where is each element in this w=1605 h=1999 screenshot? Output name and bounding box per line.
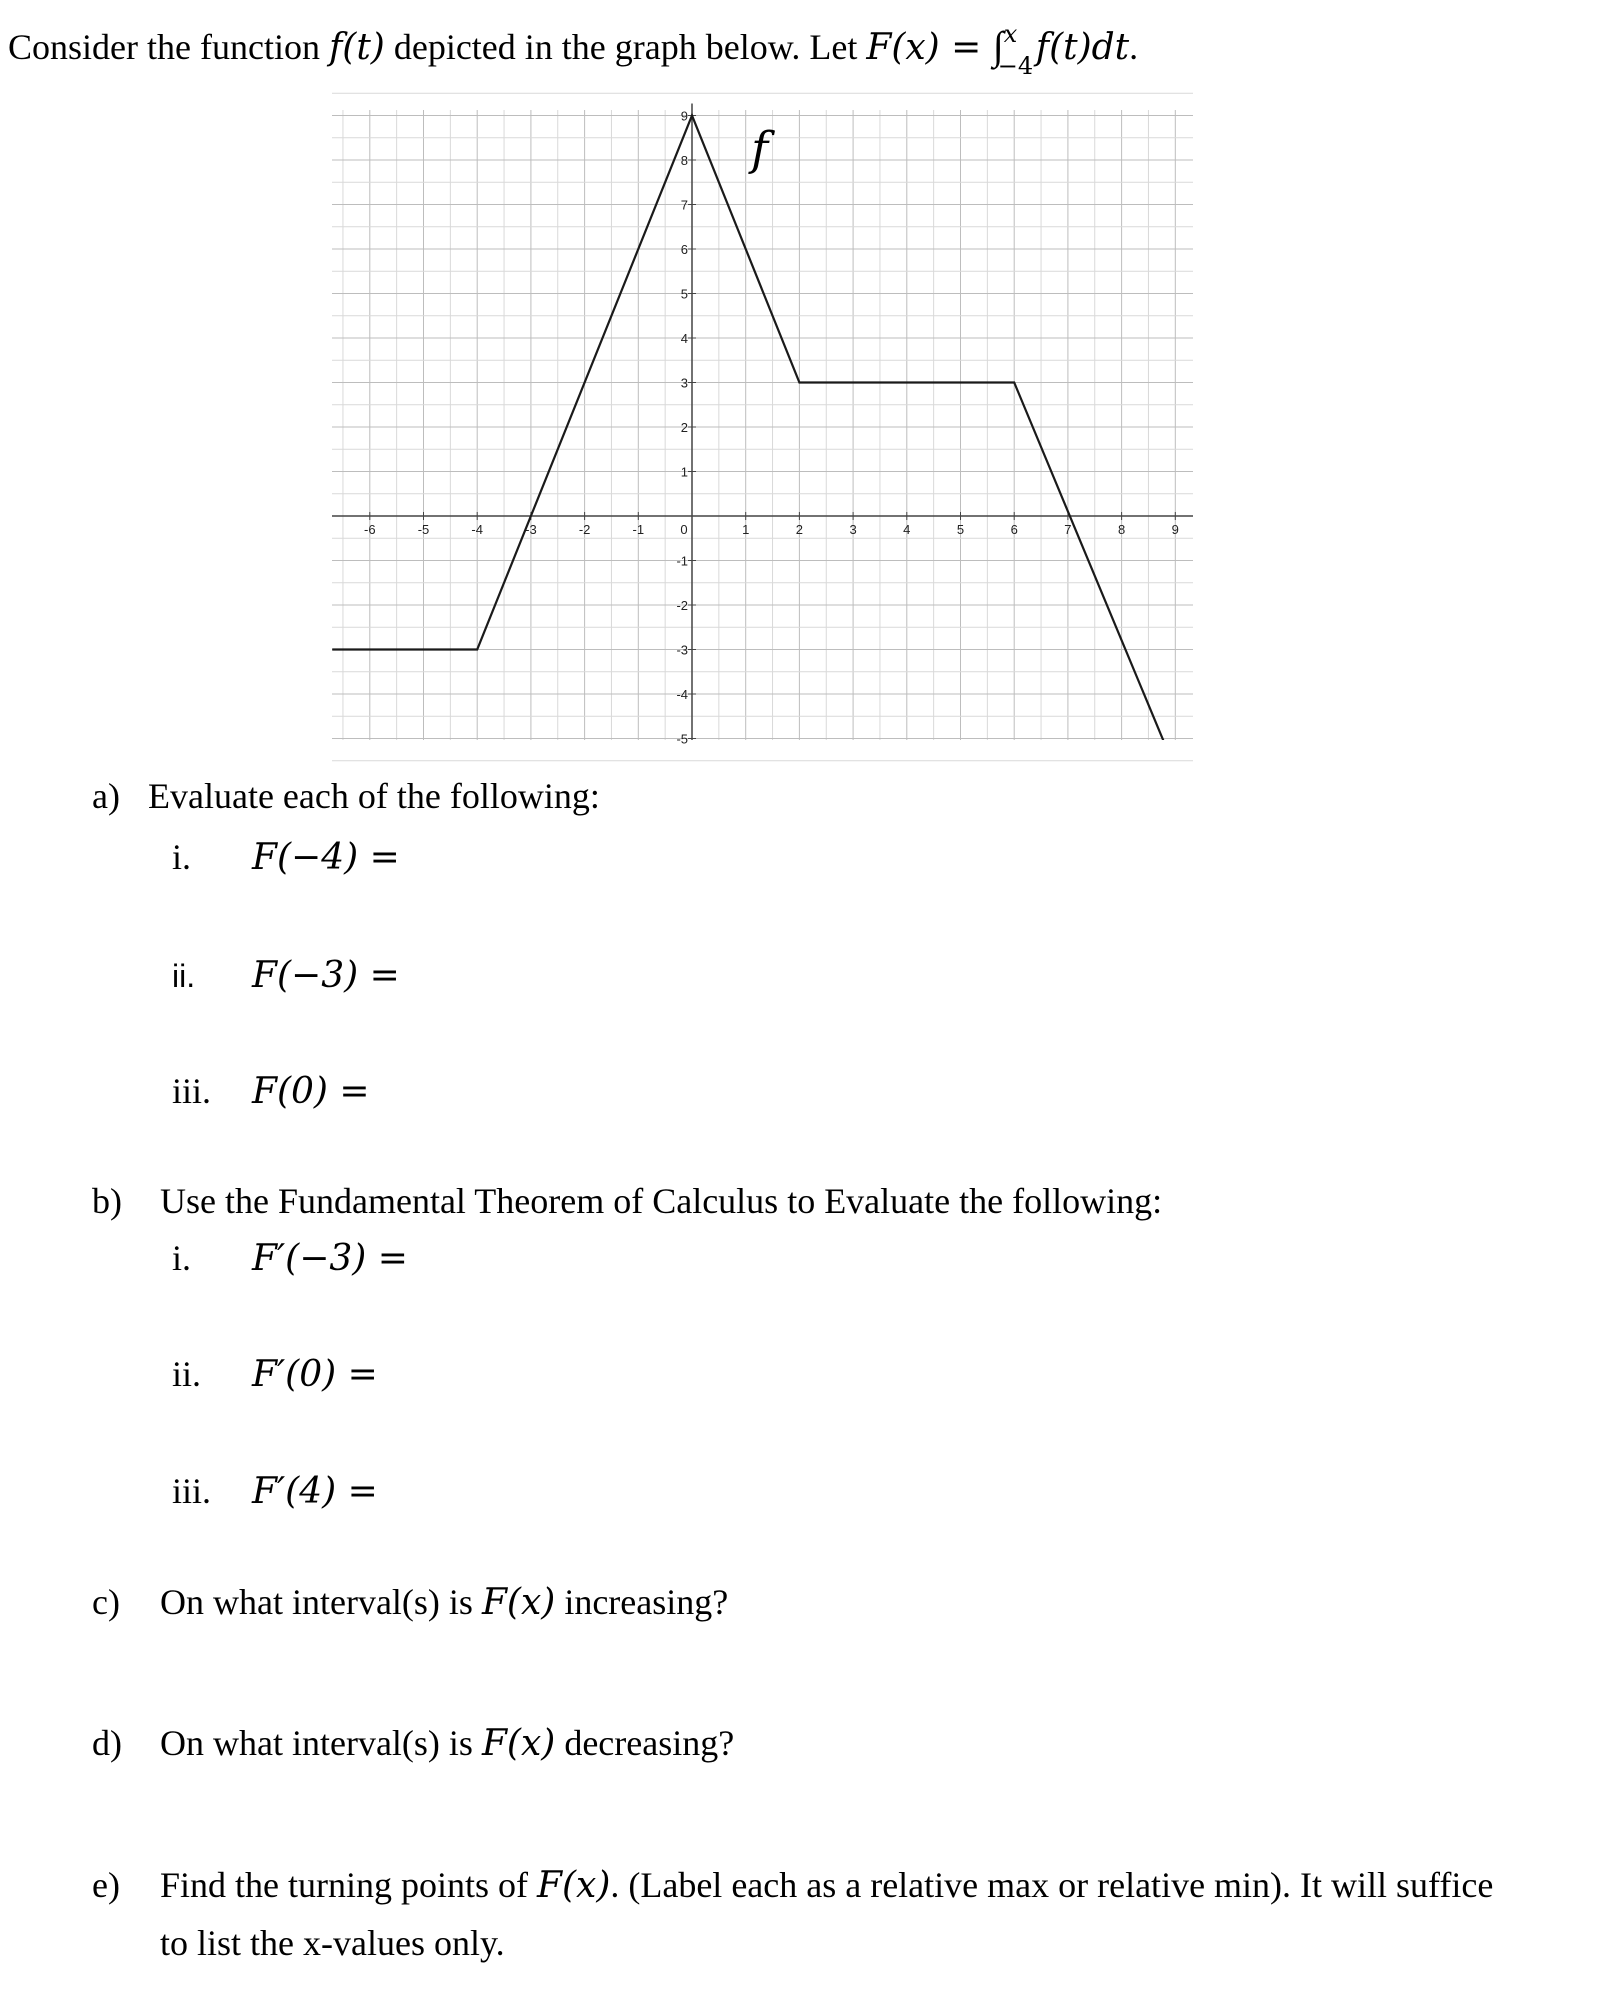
x-tick-label: -2	[578, 522, 591, 537]
part-a-heading	[92, 775, 600, 818]
problem-header	[8, 20, 1139, 80]
header-text-mid: depicted in the graph below. Let	[384, 27, 867, 67]
x-tick-label: 3	[849, 522, 857, 537]
item-expression: F(0) =	[252, 1071, 370, 1112]
y-tick-label: 8	[680, 153, 688, 168]
part-d-heading	[92, 1722, 734, 1765]
item-number: iii.	[172, 1471, 212, 1511]
x-tick-label: 2	[795, 522, 804, 537]
part-c-heading	[92, 1581, 728, 1624]
y-tick-label: 3	[680, 375, 688, 391]
part-b-letter: b)	[92, 1181, 122, 1221]
item-expression: F′(4) =	[252, 1471, 378, 1512]
part-e-line2-text: to list the x-values only.	[160, 1923, 505, 1963]
integral-symbol: ∫	[992, 23, 1004, 68]
item-number: i.	[172, 837, 192, 877]
header-F-of-x: F(x)	[866, 27, 940, 68]
x-tick-label: -5	[417, 522, 430, 537]
part-e-line-2	[160, 1922, 505, 1965]
part-a-letter: a)	[92, 776, 120, 816]
y-tick-label: -2	[676, 598, 688, 613]
x-tick-label: -6	[364, 522, 376, 537]
y-tick-label: -3	[676, 642, 688, 658]
header-integrand: f(t)dt	[1035, 27, 1130, 68]
y-tick-label: 6	[680, 242, 688, 257]
header-text-before: Consider the function	[8, 27, 329, 67]
part-e-letter: e)	[92, 1865, 120, 1905]
x-tick-label: 1	[742, 522, 750, 537]
part-b-item-1	[172, 1237, 408, 1280]
part-b-item-2	[172, 1353, 378, 1396]
x-tick-label: 9	[1171, 522, 1179, 537]
part-d-letter: d)	[92, 1723, 122, 1763]
item-number: iii.	[172, 1071, 212, 1111]
item-expression: F′(−3) =	[252, 1238, 408, 1279]
header-period: .	[1129, 27, 1139, 67]
part-c-letter: c)	[92, 1582, 120, 1622]
y-tick-label: 4	[680, 331, 688, 346]
item-number: i.	[172, 1238, 192, 1278]
part-c-prompt-after: increasing?	[555, 1582, 729, 1622]
x-tick-label: -1	[632, 522, 645, 537]
part-a-item-3	[172, 1070, 370, 1113]
x-tick-label: 0	[680, 522, 688, 537]
item-expression: F(−3) =	[252, 955, 400, 996]
integral-upper-limit: x	[1003, 20, 1018, 48]
item-number: ii.	[172, 1354, 202, 1394]
part-b-item-3	[172, 1470, 378, 1513]
part-c-expr: F(x)	[481, 1582, 556, 1623]
part-d-prompt-before: On what interval(s) is	[160, 1723, 482, 1763]
x-tick-label: 6	[1010, 522, 1018, 537]
y-tick-label: 1	[680, 464, 688, 480]
part-d-expr: F(x)	[481, 1723, 556, 1764]
part-a-item-2	[172, 954, 400, 997]
part-e-prompt-after: . (Label each as a relative max or relative min). It will suffice	[610, 1865, 1494, 1905]
part-e-expr: F(x)	[537, 1865, 611, 1906]
y-tick-label: -4	[676, 687, 688, 702]
x-tick-label: 8	[1117, 522, 1126, 537]
series-line-f	[332, 116, 1170, 757]
header-equals: =	[939, 27, 993, 68]
y-tick-label: -1	[676, 553, 688, 569]
y-tick-label: 7	[680, 197, 688, 213]
x-tick-label: -3	[525, 522, 537, 537]
x-tick-label: -4	[471, 522, 483, 537]
part-a-prompt: Evaluate each of the following:	[148, 776, 600, 816]
part-d-prompt-after: decreasing?	[555, 1723, 735, 1763]
x-tick-label: 7	[1064, 522, 1072, 537]
y-tick-label: 5	[680, 286, 688, 302]
y-tick-label: 9	[680, 108, 688, 124]
item-number: ii.	[172, 958, 196, 994]
header-f-of-t: f(t)	[328, 27, 385, 68]
y-tick-label: -5	[676, 731, 688, 747]
integral-lower-limit: −4	[997, 52, 1034, 80]
part-e-heading	[92, 1864, 1493, 1907]
part-c-prompt-before: On what interval(s) is	[160, 1582, 482, 1622]
curve-label-f: f	[751, 121, 769, 176]
y-tick-label: 2	[680, 420, 688, 435]
function-graph	[320, 85, 1200, 765]
item-expression: F′(0) =	[252, 1354, 378, 1395]
item-expression: F(−4) =	[252, 837, 400, 878]
part-b-heading	[92, 1180, 1162, 1223]
part-a-item-1	[172, 836, 400, 879]
x-tick-label: 5	[956, 522, 965, 537]
part-e-prompt-before: Find the turning points of	[160, 1865, 537, 1905]
x-tick-label: 4	[903, 522, 911, 537]
part-b-prompt: Use the Fundamental Theorem of Calculus to Evaluate the following:	[160, 1181, 1163, 1221]
